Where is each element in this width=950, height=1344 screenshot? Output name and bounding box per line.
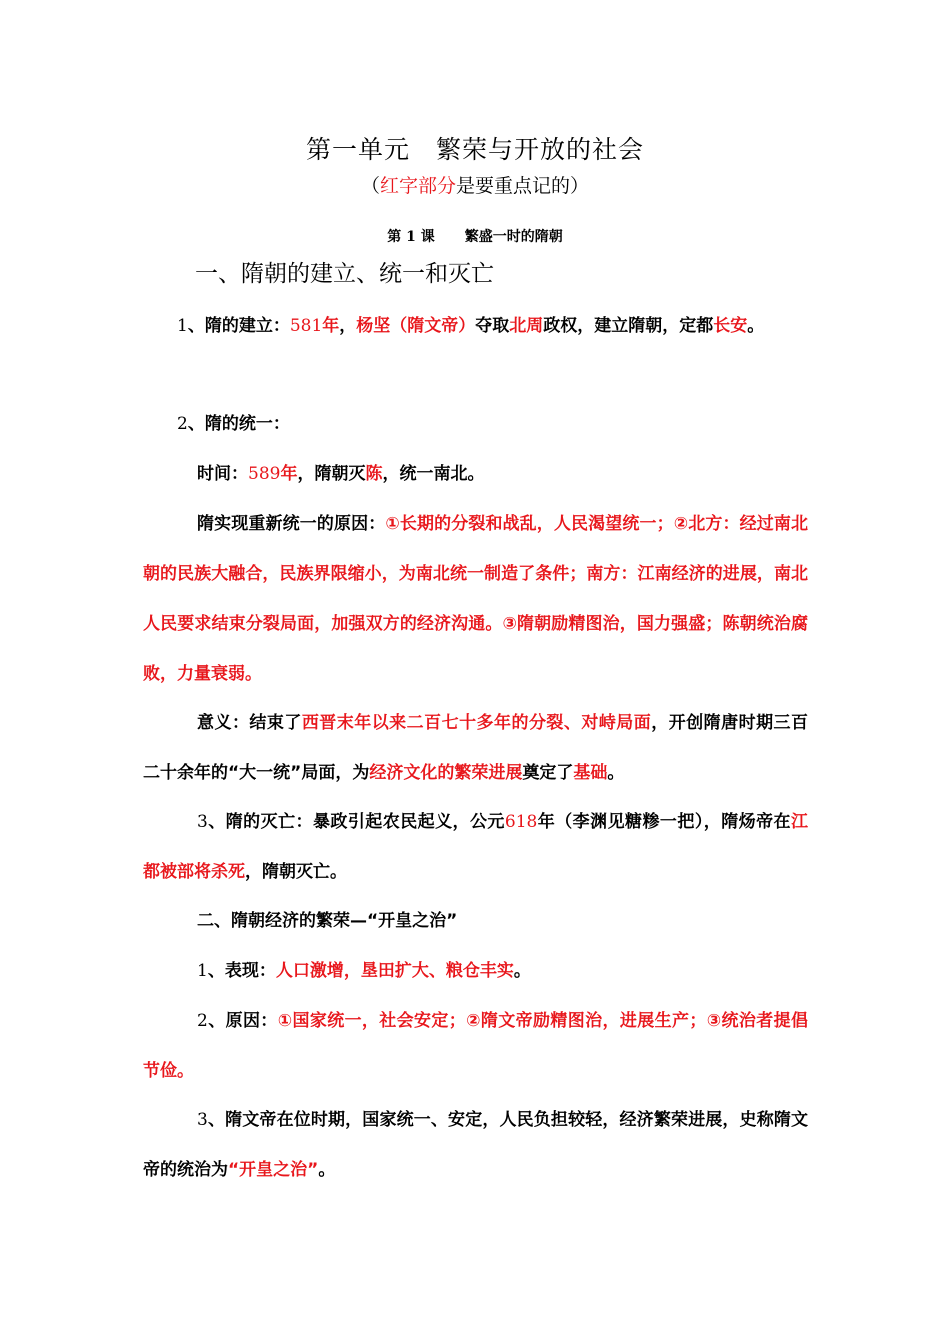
paragraph-performance: 1、表现：人口激增，垦田扩大、粮仓丰实。 — [197, 961, 531, 981]
paragraph-unification: 2、隋的统一： — [177, 414, 290, 434]
paragraph-time: 时间：589年，隋朝灭陈，统一南北。 — [197, 464, 485, 484]
section-heading-2: 二、隋朝经济的繁荣—“开皇之治” — [197, 911, 458, 931]
paragraph-kaihuang: 3、隋文帝在位时期，国家统一、安定，人民负担较轻，经济繁荣进展，史称隋文帝的统治为“开皇之治”。 — [143, 1110, 808, 1180]
paragraph-reasons: 隋实现重新统一的原因：①长期的分裂和战乱，人民渴望统一；②北方：经过南北朝的民族大融合，民族界限缩小，为南北统一制造了条件；南方：江南经济的进展，南北人民要求结束分裂局面，加强双方的经济沟通。③隋朝励精图治，国力强盛；陈朝统治腐败，力量衰弱。 — [143, 514, 808, 684]
subtitle-open: （ — [360, 175, 380, 197]
lesson-name: 繁盛一时的隋朝 — [464, 229, 563, 245]
paragraph-fall: 3、隋的灭亡：暴政引起农民起义，公元618年（李渊见糖糁一把），隋炀帝在江都被部将杀死，隋朝灭亡。 — [143, 812, 809, 882]
paragraph-significance: 意义：结束了西晋末年以来二百七十多年的分裂、对峙局面，开创隋唐时期三百二十余年的“大一统”局面，为经济文化的繁荣进展奠定了基础。 — [143, 713, 809, 783]
lesson-number: 第 1 课 — [387, 229, 435, 245]
subtitle-rest: 是要重点记的） — [456, 175, 590, 197]
paragraph-founding: 1、隋的建立：581年，杨坚（隋文帝）夺取北周政权，建立隋朝，定都长安。 — [177, 316, 765, 336]
paragraph-economy-reasons: 2、原因：①国家统一，社会安定；②隋文帝励精图治，进展生产；③统治者提倡节俭。 — [143, 1011, 808, 1081]
lesson-title — [0, 226, 950, 248]
section-heading-1: 一、隋朝的建立、统一和灭亡 — [195, 261, 494, 287]
subtitle-red-text: 红字部分 — [379, 175, 456, 197]
unit-title: 第一单元 繁荣与开放的社会 — [305, 135, 644, 164]
subtitle-note — [0, 172, 950, 200]
